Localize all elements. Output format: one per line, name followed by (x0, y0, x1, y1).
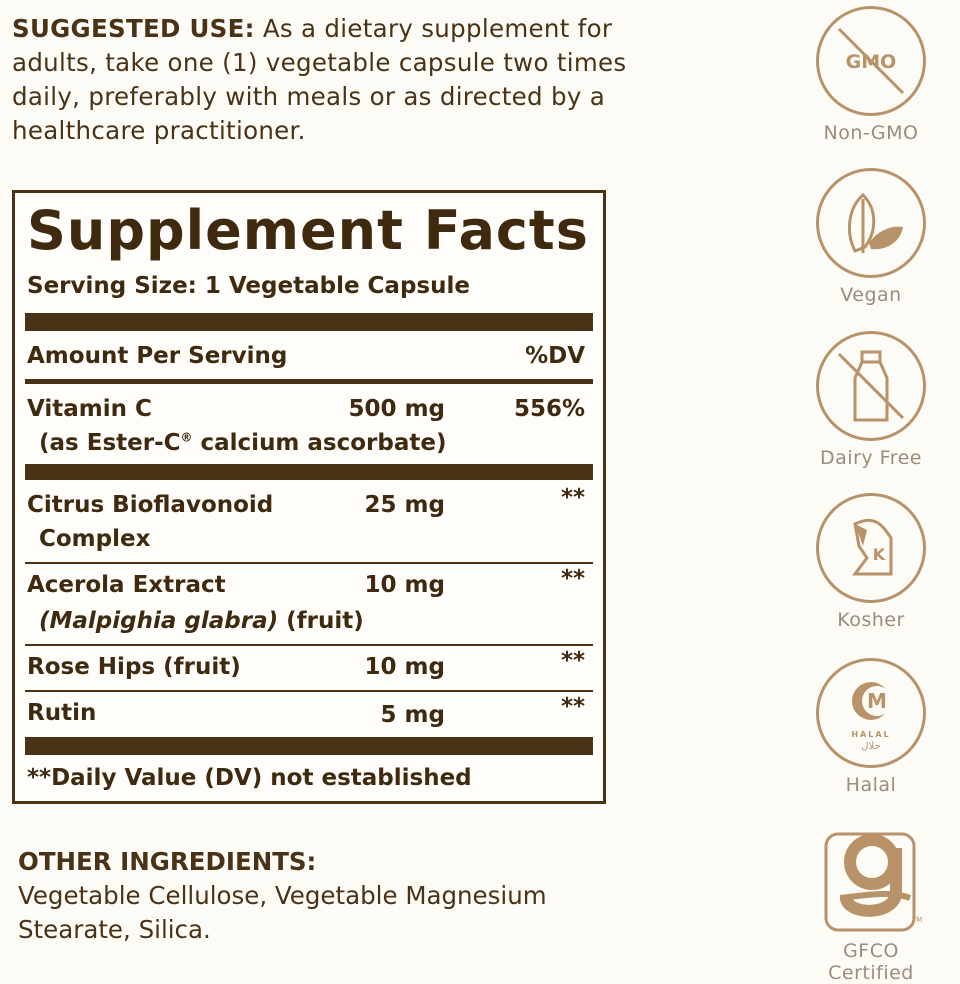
row-divider (25, 644, 593, 646)
suggested-use-line1: As a dietary supplement for (254, 14, 613, 43)
row-acerola-amount: 10 mg (364, 572, 445, 598)
kosher-label: Kosher (837, 609, 905, 631)
row-vitamin-c-amount: 500 mg (348, 396, 445, 422)
amount-per-serving: Amount Per Serving (27, 343, 288, 369)
divider-medium (25, 379, 593, 384)
badge-halal (800, 658, 942, 796)
row-rutin-amount: 5 mg (380, 702, 445, 728)
non-gmo-label: Non-GMO (823, 122, 919, 144)
other-ingredients (18, 845, 638, 947)
divider-thick-2 (25, 464, 593, 480)
halal-label: Halal (845, 774, 897, 796)
row-rose-hips-dv: ** (560, 648, 585, 674)
gfco-icon (800, 818, 942, 938)
badge-vegan (800, 168, 942, 306)
badge-non-gmo (800, 6, 942, 144)
row-rose-hips-amount: 10 mg (364, 654, 445, 680)
leaf-icon (816, 168, 926, 278)
row-citrus-name: Citrus Bioflavonoid (27, 492, 274, 518)
dv-header: %DV (525, 343, 585, 369)
row-divider (25, 690, 593, 692)
row-citrus-dv: ** (560, 485, 585, 511)
row-vitamin-c-sub: (as Ester-C® calcium ascorbate) (39, 430, 447, 456)
svg-text:GMO: GMO (845, 51, 897, 73)
row-acerola-dv: ** (560, 566, 585, 592)
row-citrus-amount: 25 mg (364, 492, 445, 518)
dairy-free-label: Dairy Free (820, 447, 922, 469)
suggested-use-line2: adults, take one (1) vegetable capsule two times (12, 48, 627, 77)
kosher-icon (816, 493, 926, 603)
badge-dairy-free (800, 331, 942, 469)
other-ingredients-line1: Vegetable Cellulose, Vegetable Magnesium (18, 881, 547, 910)
other-ingredients-line2: Stearate, Silica. (18, 915, 211, 944)
facts-title: Supplement Facts (27, 199, 589, 262)
row-citrus-name2: Complex (39, 526, 151, 552)
vegan-label: Vegan (840, 284, 902, 306)
halal-icon (816, 658, 926, 768)
svg-text:M: M (867, 689, 887, 713)
milk-bottle-icon (816, 331, 926, 441)
suggested-use-heading: SUGGESTED USE: (12, 14, 255, 43)
row-acerola-name: Acerola Extract (27, 572, 226, 598)
footnote: **Daily Value (DV) not established (27, 765, 472, 791)
row-vitamin-c-name: Vitamin C (27, 396, 152, 422)
row-rutin-dv: ** (560, 694, 585, 720)
other-ingredients-heading: OTHER INGREDIENTS: (18, 847, 317, 876)
badge-gfco (800, 818, 942, 984)
supplement-facts-panel (12, 190, 606, 804)
row-acerola-sub: (Malpighia glabra) (fruit) (39, 608, 364, 634)
row-rutin-name: Rutin (27, 700, 97, 726)
serving-size: Serving Size: 1 Vegetable Capsule (27, 273, 470, 299)
badge-kosher (800, 493, 942, 631)
divider-thick-3 (25, 737, 593, 755)
divider-thick (25, 313, 593, 331)
row-rose-hips-name: Rose Hips (fruit) (27, 654, 241, 680)
svg-text:K: K (872, 545, 886, 564)
non-gmo-icon (816, 6, 926, 116)
suggested-use-line4: healthcare practitioner. (12, 116, 306, 145)
svg-text:حلال: حلال (861, 741, 881, 752)
row-vitamin-c-dv: 556% (513, 396, 585, 422)
suggested-use-line3: daily, preferably with meals or as directed by a (12, 82, 606, 111)
suggested-use (12, 12, 652, 148)
gfco-label: GFCO Certified (828, 940, 914, 984)
svg-text:HALAL: HALAL (851, 730, 891, 739)
svg-text:TM: TM (912, 916, 923, 924)
row-divider (25, 562, 593, 564)
